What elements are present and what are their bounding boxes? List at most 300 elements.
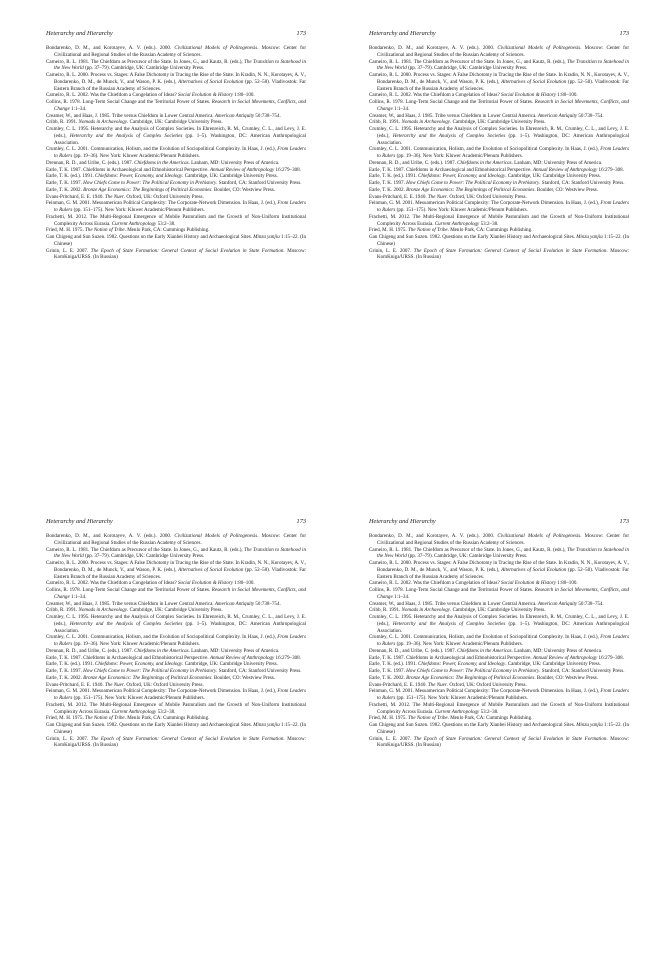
page-copy-top-left: [46, 30, 306, 261]
reference-text: . Stanford, CA: Stanford University Press.: [539, 180, 625, 186]
reference-text: . Boulder, CO: Westview Press.: [211, 674, 276, 681]
page-copy-bottom-right: [369, 518, 629, 749]
reference-title-italic: Research in Social Movements, Conflicts, and Change: [377, 587, 629, 600]
reference-text: 16:279–308.: [274, 166, 301, 173]
reference-title-italic: Minzu yanjiu: [576, 722, 603, 728]
reference-title-italic: Social Evolution & History: [500, 580, 557, 587]
reference-text: Feinman, G. M. 2001. Mesoamerican Political Complexity: The Corporate-Network Dimension. In Haas, J. (ed.),: [46, 688, 278, 695]
reference-text: Evans-Pritchard, E. E. 1940.: [369, 681, 428, 688]
page-number: 173: [619, 30, 629, 37]
reference-entry: [46, 722, 306, 736]
reference-text: Bondarenko, D. M., and Korotayev, A. V. (eds.). 2000.: [369, 533, 498, 539]
reference-text: Earle, T. K. 1997.: [369, 668, 407, 674]
reference-text: . Moscow: KomKniga/URSS. (In Russian): [377, 735, 629, 749]
reference-title-italic: Heterarchy and the Analysis of Complex Societies: [69, 132, 183, 139]
reference-entry: [369, 661, 629, 668]
reference-title-italic: Chiefdoms in the Americas: [134, 647, 189, 654]
reference-title-italic: Annual Review of Anthropology: [532, 654, 598, 661]
reference-text: . Lanham, MD: University Press of America.: [188, 159, 280, 166]
reference-text: . Moscow: Center for Civilizational and Regional Studies of the Russian Academy of Sciences.: [54, 533, 307, 546]
reference-text: Carneiro, R. L. 2000. Process vs. Stages: A False Dichotomy in Tracing the Rise of the State. In Kradin, N. N., Korotayev, A. V., Bondarenko, D. M., de Munck, V., and Wason, P. K. (eds.),: [46, 560, 306, 573]
reference-text: . Moscow: KomKniga/URSS. (In Russian): [54, 247, 306, 261]
reference-text: Carneiro, R. L. 1981. The Chiefdom as Precursor of the State. In Jones, G., and Kautz, R. (eds.),: [369, 58, 568, 65]
reference-text: Earle, T. K. 1987. Chiefdoms in Archaeological and Ethnohistorical Perspective.: [369, 654, 533, 661]
reference-title-italic: Social Evolution & History: [500, 92, 557, 99]
reference-text: (pp. 52–58). Vladivostok: Far Eastern Branch of the Russian Academy of Sciences.: [54, 566, 306, 580]
reference-text: . Lanham, MD: University Press of America.: [511, 159, 603, 166]
reference-entry: [46, 59, 306, 73]
reference-entry: [46, 533, 306, 547]
reference-text: . Cambridge, UK: Cambridge University Press.: [450, 119, 546, 126]
reference-title-italic: Civilizational Models of Politogenesis: [497, 45, 581, 51]
running-header: [46, 30, 306, 38]
reference-title-italic: Chiefdoms: Power, Economy, and Ideology: [418, 661, 506, 668]
reference-text: (pp. 19–36). New York: Kluwer Academic/Plenum Publishers.: [395, 153, 523, 159]
reference-entry: [369, 187, 629, 194]
reference-entry: [369, 227, 629, 234]
reference-text: Gan Chigeng and Sun Suzen. 1982. Questions on the Early Xianbei History and Archaeological Sites.: [369, 234, 577, 240]
reference-text: Carneiro, R. L. 2002. Was the Chiefdom a Congelation of Ideas?: [369, 92, 501, 99]
reference-text: 16:279–308.: [597, 654, 624, 661]
reference-entry: [46, 668, 306, 675]
running-header: [369, 30, 629, 38]
reference-entry: [46, 113, 306, 120]
reference-entry: [46, 45, 306, 59]
reference-title-italic: Nomads in Archaeology: [78, 607, 128, 614]
reference-text: . Moscow: Center for Civilizational and Regional Studies of the Russian Academy of Sciences.: [377, 533, 630, 546]
reference-text: . Cambridge, UK: Cambridge University Press.: [450, 607, 546, 614]
reference-entry: [369, 614, 629, 634]
reference-text: Gan Chigeng and Sun Suzen. 1982. Questions on the Early Xianbei History and Archaeological Sites.: [369, 722, 577, 728]
reference-text: . Stanford, CA: Stanford University Press.: [216, 180, 302, 186]
reference-title-italic: Chiefdoms in the Americas: [134, 159, 189, 166]
reference-text: Crumley, C. L. 1995. Heterarchy and the Analysis of Complex Societies. In Ehrenreich, R. M., Crumley, C. L., and Levy, J. E. (eds.),: [369, 614, 629, 627]
reference-title-italic: From Leaders to Rulers: [377, 688, 629, 701]
reference-text: . Cambridge, UK: Cambridge University Press.: [505, 661, 601, 668]
reference-text: (pp. 37–79). Cambridge, UK: Cambridge University Press.: [406, 553, 528, 560]
reference-entry: [369, 200, 629, 214]
reference-entry: [369, 675, 629, 682]
running-header: [46, 518, 306, 526]
reference-entry: [46, 180, 306, 187]
reference-text: Gan Chigeng and Sun Suzen. 1982. Questions on the Early Xianbei History and Archaeological Sites.: [46, 722, 254, 728]
reference-text: (pp. 52–58). Vladivostok: Far Eastern Branch of the Russian Academy of Sciences.: [377, 78, 629, 92]
reference-text: 50:738–754.: [254, 112, 281, 119]
reference-entry: [369, 607, 629, 614]
reference-entry: [369, 234, 629, 248]
reference-text: (pp. 19–36). New York: Kluwer Academic/Plenum Publishers.: [72, 641, 200, 647]
reference-title-italic: The Epoch of State Formation: General Context of Social Evolution in State Formation: [413, 247, 607, 254]
reference-entry: [46, 580, 306, 587]
reference-text: Earle, T. K. 1987. Chiefdoms in Archaeological and Ethnohistorical Perspective.: [46, 654, 210, 661]
reference-entry: [46, 72, 306, 92]
reference-entry: [46, 234, 306, 248]
reference-text: 1:1–34.: [69, 593, 87, 600]
reference-entry: [46, 119, 306, 126]
reference-text: . Oxford, UK: Oxford University Press.: [446, 193, 527, 200]
reference-entry: [369, 648, 629, 655]
reference-title-italic: Alternatives of Social Evolution: [501, 78, 567, 85]
reference-title-italic: The Nuer: [427, 193, 447, 200]
reference-entry: [46, 547, 306, 561]
reference-text: (pp. 19–36). New York: Kluwer Academic/Plenum Publishers.: [72, 153, 200, 159]
reference-entry: [46, 648, 306, 655]
reference-entry: [369, 722, 629, 736]
reference-text: Earle, T. K. 2002.: [369, 674, 407, 681]
reference-title-italic: How Chiefs Come to Power: The Political Economy in Prehistory: [406, 180, 540, 186]
reference-title-italic: Social Evolution & History: [177, 580, 234, 587]
reference-title-italic: Alternatives of Social Evolution: [178, 566, 244, 573]
reference-text: Carneiro, R. L. 1981. The Chiefdom as Precursor of the State. In Jones, G., and Kautz, R. (eds.),: [46, 58, 245, 65]
reference-text: (pp. 52–58). Vladivostok: Far Eastern Branch of the Russian Academy of Sciences.: [377, 566, 629, 580]
header-title: Heterarchy and Hierarchy: [369, 30, 436, 37]
reference-text: . Boulder, CO: Westview Press.: [534, 674, 599, 681]
reference-text: . Cambridge, UK: Cambridge University Press.: [182, 173, 278, 180]
reference-entry: [46, 715, 306, 722]
reference-text: . Cambridge, UK: Cambridge University Press.: [505, 173, 601, 180]
reference-text: (pp. 1–5). Washington, DC: American Anthropological Association.: [54, 132, 307, 146]
reference-text: 1:1–34.: [69, 105, 87, 112]
page-number: 173: [296, 30, 306, 37]
reference-text: Grinin, L. E. 2007.: [369, 735, 414, 742]
reference-text: . Oxford, UK: Oxford University Press.: [123, 193, 204, 200]
reference-text: Earle, T. K. (ed.). 1991.: [369, 173, 419, 180]
reference-title-italic: Heterarchy and the Analysis of Complex Societies: [69, 620, 183, 627]
reference-text: Earle, T. K. 1997.: [369, 180, 407, 186]
reference-title-italic: The Epoch of State Formation: General Context of Social Evolution in State Formation: [90, 247, 284, 254]
reference-title-italic: Chiefdoms: Power, Economy, and Ideology: [95, 661, 183, 668]
reference-text: Earle, T. K. 2002.: [46, 674, 84, 681]
reference-title-italic: Bronze Age Economics: The Beginnings of Political Economies: [83, 186, 212, 193]
reference-title-italic: From Leaders to Rulers: [377, 200, 629, 213]
header-title: Heterarchy and Hierarchy: [369, 518, 436, 525]
reference-text: Grinin, L. E. 2007.: [46, 247, 91, 254]
reference-entry: [46, 126, 306, 146]
reference-text: Collins, R. 1978. Long-Term Social Change and the Territorial Power of States.: [369, 99, 535, 105]
reference-title-italic: The Epoch of State Formation: General Context of Social Evolution in State Formation: [90, 735, 284, 742]
reference-text: (pp. 52–58). Vladivostok: Far Eastern Branch of the Russian Academy of Sciences.: [54, 78, 306, 92]
reference-text: Crumley, C. L. 1995. Heterarchy and the Analysis of Complex Societies. In Ehrenreich, R. M., Crumley, C. L., and Levy, J. E. (eds.),: [46, 126, 306, 139]
reference-entry: [369, 113, 629, 120]
reference-title-italic: Nomads in Archaeology: [401, 607, 451, 614]
reference-title-italic: Current Anthropology: [111, 220, 157, 227]
reference-text: . Lanham, MD: University Press of America.: [511, 647, 603, 654]
reference-text: Carneiro, R. L. 2002. Was the Chiefdom a Congelation of Ideas?: [46, 580, 178, 587]
reference-text: Earle, T. K. (ed.). 1991.: [46, 661, 96, 668]
reference-text: Cribb, R. 1991.: [46, 607, 79, 614]
reference-text: Carneiro, R. L. 2000. Process vs. Stages: A False Dichotomy in Tracing the Rise of the State. In Kradin, N. N., Korotayev, A. V., Bondarenko, D. M., de Munck, V., and Wason, P. K. (eds.),: [46, 72, 306, 85]
reference-text: . Boulder, CO: Westview Press.: [534, 186, 599, 193]
page-number: 173: [619, 518, 629, 525]
reference-title-italic: Annual Review of Anthropology: [209, 166, 275, 173]
reference-text: Cribb, R. 1991.: [369, 607, 402, 614]
reference-entry: [369, 702, 629, 716]
reference-title-italic: How Chiefs Come to Power: The Political Economy in Prehistory: [406, 668, 540, 674]
reference-title-italic: American Antiquity: [537, 600, 578, 607]
reference-entry: [46, 587, 306, 601]
reference-text: . Stanford, CA: Stanford University Press.: [539, 668, 625, 674]
reference-text: Feinman, G. M. 2001. Mesoamerican Political Complexity: The Corporate-Network Dimension. In Haas, J. (ed.),: [369, 200, 601, 207]
reference-text: Earle, T. K. 1987. Chiefdoms in Archaeological and Ethnohistorical Perspective.: [46, 166, 210, 173]
reference-title-italic: Minzu yanjiu: [253, 722, 280, 728]
reference-text: 1:80–100.: [556, 580, 578, 587]
reference-text: . Menlo Park, CA: Cummings Publishing.: [447, 227, 533, 234]
reference-entry: [46, 560, 306, 580]
reference-title-italic: Chiefdoms in the Americas: [457, 159, 512, 166]
reference-text: . Cambridge, UK: Cambridge University Press.: [182, 661, 278, 668]
reference-text: 53:2–38.: [479, 220, 499, 227]
reference-text: 1:15–22. (In Chinese): [377, 722, 629, 735]
reference-entry: [46, 736, 306, 750]
reference-text: Creamer, W., and Haas, J. 1985. Tribe versus Chiefdom in Lower Central America.: [369, 112, 538, 119]
reference-text: (pp. 1–5). Washington, DC: American Anthropological Association.: [54, 620, 307, 634]
reference-text: Creamer, W., and Haas, J. 1985. Tribe versus Chiefdom in Lower Central America.: [369, 600, 538, 607]
reference-text: Grinin, L. E. 2007.: [369, 247, 414, 254]
reference-entry: [369, 248, 629, 262]
reference-text: . Menlo Park, CA: Cummings Publishing.: [124, 715, 210, 722]
reference-title-italic: The Transition to Statehood in the New World: [54, 546, 306, 560]
reference-title-italic: Bronze Age Economics: The Beginnings of Political Economies: [406, 186, 535, 193]
reference-text: (pp. 37–79). Cambridge, UK: Cambridge University Press.: [83, 65, 205, 72]
reference-text: (pp. 37–79). Cambridge, UK: Cambridge University Press.: [83, 553, 205, 560]
reference-title-italic: Current Anthropology: [111, 708, 157, 715]
reference-text: Feinman, G. M. 2001. Mesoamerican Political Complexity: The Corporate-Network Dimension. In Haas, J. (ed.),: [46, 200, 278, 207]
reference-text: Drennan, R. D., and Uribe, C. (eds.). 1987.: [369, 159, 458, 166]
reference-title-italic: The Nuer: [104, 193, 124, 200]
reference-text: 1:80–100.: [556, 92, 578, 99]
reference-text: Carneiro, R. L. 1981. The Chiefdom as Precursor of the State. In Jones, G., and Kautz, R. (eds.),: [46, 546, 245, 553]
reference-entry: [369, 59, 629, 73]
reference-title-italic: The Transition to Statehood in the New World: [377, 58, 629, 72]
reference-entry: [46, 227, 306, 234]
reference-title-italic: The Epoch of State Formation: General Context of Social Evolution in State Formation: [413, 735, 607, 742]
reference-list: [46, 45, 306, 261]
reference-text: Earle, T. K. 1987. Chiefdoms in Archaeological and Ethnohistorical Perspective.: [369, 166, 533, 173]
reference-entry: [46, 601, 306, 608]
reference-text: 16:279–308.: [597, 166, 624, 173]
reference-entry: [46, 634, 306, 648]
reference-title-italic: Chiefdoms: Power, Economy, and Ideology: [418, 173, 506, 180]
reference-text: Evans-Pritchard, E. E. 1940.: [369, 193, 428, 200]
reference-text: Earle, T. K. (ed.). 1991.: [46, 173, 96, 180]
reference-entry: [46, 248, 306, 262]
reference-entry: [46, 99, 306, 113]
reference-text: Earle, T. K. 1997.: [46, 180, 84, 186]
reference-title-italic: American Antiquity: [214, 600, 255, 607]
reference-text: Bondarenko, D. M., and Korotayev, A. V. (eds.). 2000.: [369, 45, 498, 51]
reference-text: Evans-Pritchard, E. E. 1940.: [46, 681, 105, 688]
reference-text: 50:738–754.: [254, 600, 281, 607]
reference-title-italic: Bronze Age Economics: The Beginnings of Political Economies: [83, 674, 212, 681]
reference-text: Fried, M. H. 1975.: [46, 715, 85, 722]
reference-text: Crumley, C. L. 1995. Heterarchy and the Analysis of Complex Societies. In Ehrenreich, R. M., Crumley, C. L., and Levy, J. E. (eds.),: [46, 614, 306, 627]
reference-text: (pp. 37–79). Cambridge, UK: Cambridge University Press.: [406, 65, 528, 72]
reference-text: Collins, R. 1978. Long-Term Social Change and the Territorial Power of States.: [369, 587, 535, 593]
reference-text: (pp. 151–175). New York: Kluwer Academic/Plenum Publishers.: [395, 695, 528, 701]
reference-text: Drennan, R. D., and Uribe, C. (eds.). 1987.: [369, 647, 458, 654]
reference-title-italic: Minzu yanjiu: [253, 234, 280, 240]
reference-text: Collins, R. 1978. Long-Term Social Change and the Territorial Power of States.: [46, 587, 212, 593]
reference-title-italic: How Chiefs Come to Power: The Political Economy in Prehistory: [83, 668, 217, 674]
reference-text: Frachetti, M. 2012. The Multi-Regional Emergence of Mobile Pastoralism and the Growth of Non-Uniform Institutional Complexity Across Eurasia.: [46, 701, 306, 715]
reference-text: Fried, M. H. 1975.: [369, 227, 408, 234]
reference-title-italic: Heterarchy and the Analysis of Complex Societies: [392, 132, 506, 139]
reference-list: [46, 533, 306, 749]
reference-text: . Lanham, MD: University Press of America.: [188, 647, 280, 654]
reference-title-italic: Research in Social Movements, Conflicts, and Change: [54, 99, 306, 112]
reference-title-italic: From Leaders to Rulers: [54, 634, 306, 647]
header-title: Heterarchy and Hierarchy: [46, 30, 113, 37]
reference-title-italic: From Leaders to Rulers: [377, 146, 629, 159]
reference-title-italic: The Nuer: [427, 681, 447, 688]
reference-title-italic: Bronze Age Economics: The Beginnings of Political Economies: [406, 674, 535, 681]
reference-entry: [46, 146, 306, 160]
reference-text: Bondarenko, D. M., and Korotayev, A. V. (eds.). 2000.: [46, 533, 175, 539]
reference-text: 1:1–34.: [392, 105, 410, 112]
reference-text: Carneiro, R. L. 2000. Process vs. Stages: A False Dichotomy in Tracing the Rise of the State. In Kradin, N. N., Korotayev, A. V., Bondarenko, D. M., de Munck, V., and Wason, P. K. (eds.),: [369, 560, 629, 573]
reference-text: . Moscow: KomKniga/URSS. (In Russian): [377, 247, 629, 261]
reference-entry: [46, 173, 306, 180]
reference-title-italic: Chiefdoms in the Americas: [457, 647, 512, 654]
reference-title-italic: Current Anthropology: [434, 708, 480, 715]
reference-title-italic: Civilizational Models of Politogenesis: [174, 533, 258, 539]
reference-text: Frachetti, M. 2012. The Multi-Regional Emergence of Mobile Pastoralism and the Growth of Non-Uniform Institutional Complexity Across Eurasia.: [369, 213, 629, 227]
reference-text: Cribb, R. 1991.: [369, 119, 402, 126]
reference-text: 50:738–754.: [577, 600, 604, 607]
reference-text: Crumley, C. L. 2001. Communication, Holism, and the Evolution of Sociopolitical Complexity. In Haas, J. (ed.),: [46, 146, 278, 153]
reference-entry: [369, 119, 629, 126]
reference-entry: [369, 160, 629, 167]
page-number: 173: [296, 518, 306, 525]
reference-text: . Cambridge, UK: Cambridge University Press.: [127, 119, 223, 126]
reference-text: Evans-Pritchard, E. E. 1940.: [46, 193, 105, 200]
page-copy-top-right: [369, 30, 629, 261]
reference-entry: [46, 688, 306, 702]
reference-entry: [369, 146, 629, 160]
reference-title-italic: Civilizational Models of Politogenesis: [174, 45, 258, 51]
reference-text: 50:738–754.: [577, 112, 604, 119]
reference-text: Frachetti, M. 2012. The Multi-Regional Emergence of Mobile Pastoralism and the Growth of Non-Uniform Institutional Complexity Across Eurasia.: [46, 213, 306, 227]
reference-title-italic: Annual Review of Anthropology: [209, 654, 275, 661]
reference-text: Crumley, C. L. 2001. Communication, Holism, and the Evolution of Sociopolitical Complexity. In Haas, J. (ed.),: [369, 634, 601, 641]
reference-text: . Menlo Park, CA: Cummings Publishing.: [447, 715, 533, 722]
reference-text: . Oxford, UK: Oxford University Press.: [446, 681, 527, 688]
reference-text: Crumley, C. L. 2001. Communication, Holism, and the Evolution of Sociopolitical Complexity. In Haas, J. (ed.),: [46, 634, 278, 641]
reference-text: Carneiro, R. L. 2000. Process vs. Stages: A False Dichotomy in Tracing the Rise of the State. In Kradin, N. N., Korotayev, A. V., Bondarenko, D. M., de Munck, V., and Wason, P. K. (eds.),: [369, 72, 629, 85]
reference-entry: [369, 99, 629, 113]
reference-text: . Moscow: Center for Civilizational and Regional Studies of the Russian Academy of Sciences.: [54, 45, 307, 58]
reference-title-italic: American Antiquity: [537, 112, 578, 119]
reference-entry: [369, 688, 629, 702]
reference-entry: [369, 126, 629, 146]
reference-entry: [369, 214, 629, 228]
reference-entry: [46, 607, 306, 614]
reference-text: Fried, M. H. 1975.: [46, 227, 85, 234]
reference-title-italic: Alternatives of Social Evolution: [178, 78, 244, 85]
reference-title-italic: Social Evolution & History: [177, 92, 234, 99]
reference-entry: [46, 614, 306, 634]
reference-title-italic: Annual Review of Anthropology: [532, 166, 598, 173]
reference-title-italic: Nomads in Archaeology: [401, 119, 451, 126]
reference-text: 1:80–100.: [233, 92, 255, 99]
reference-title-italic: The Transition to Statehood in the New World: [54, 58, 306, 72]
reference-entry: [369, 634, 629, 648]
reference-text: (pp. 151–175). New York: Kluwer Academic/Plenum Publishers.: [395, 207, 528, 213]
reference-title-italic: Research in Social Movements, Conflicts, and Change: [377, 99, 629, 112]
reference-text: Feinman, G. M. 2001. Mesoamerican Political Complexity: The Corporate-Network Dimension. In Haas, J. (ed.),: [369, 688, 601, 695]
reference-title-italic: Alternatives of Social Evolution: [501, 566, 567, 573]
reference-title-italic: American Antiquity: [214, 112, 255, 119]
reference-text: . Stanford, CA: Stanford University Press.: [216, 668, 302, 674]
reference-text: . Menlo Park, CA: Cummings Publishing.: [124, 227, 210, 234]
reference-text: Earle, T. K. 2002.: [369, 186, 407, 193]
reference-entry: [369, 92, 629, 99]
reference-text: Gan Chigeng and Sun Suzen. 1982. Questions on the Early Xianbei History and Archaeological Sites.: [46, 234, 254, 240]
reference-text: Frachetti, M. 2012. The Multi-Regional Emergence of Mobile Pastoralism and the Growth of Non-Uniform Institutional Complexity Across Eurasia.: [369, 701, 629, 715]
reference-title-italic: The Notion of Tribe: [407, 227, 448, 234]
reference-entry: [46, 92, 306, 99]
reference-text: . Boulder, CO: Westview Press.: [211, 186, 276, 193]
reference-title-italic: Research in Social Movements, Conflicts, and Change: [54, 587, 306, 600]
reference-text: Fried, M. H. 1975.: [369, 715, 408, 722]
reference-entry: [46, 160, 306, 167]
reference-title-italic: How Chiefs Come to Power: The Political Economy in Prehistory: [83, 180, 217, 186]
reference-text: (pp. 151–175). New York: Kluwer Academic/Plenum Publishers.: [72, 695, 205, 701]
reference-list: [369, 533, 629, 749]
reference-text: 53:2–38.: [156, 708, 176, 715]
reference-entry: [369, 173, 629, 180]
reference-entry: [46, 200, 306, 214]
reference-entry: [369, 587, 629, 601]
reference-entry: [369, 715, 629, 722]
reference-text: Earle, T. K. (ed.). 1991.: [369, 661, 419, 668]
reference-text: 53:2–38.: [479, 708, 499, 715]
reference-text: Carneiro, R. L. 2002. Was the Chiefdom a Congelation of Ideas?: [369, 580, 501, 587]
reference-text: Creamer, W., and Haas, J. 1985. Tribe versus Chiefdom in Lower Central America.: [46, 600, 215, 607]
running-header: [369, 518, 629, 526]
reference-text: Collins, R. 1978. Long-Term Social Change and the Territorial Power of States.: [46, 99, 212, 105]
reference-title-italic: Civilizational Models of Politogenesis: [497, 533, 581, 539]
reference-text: 1:15–22. (In Chinese): [54, 722, 306, 735]
reference-text: (pp. 19–36). New York: Kluwer Academic/Plenum Publishers.: [395, 641, 523, 647]
reference-text: Drennan, R. D., and Uribe, C. (eds.). 1987.: [46, 647, 135, 654]
reference-entry: [369, 601, 629, 608]
reference-entry: [46, 187, 306, 194]
reference-text: . Moscow: KomKniga/URSS. (In Russian): [54, 735, 306, 749]
reference-text: 1:15–22. (In Chinese): [377, 234, 629, 247]
reference-entry: [369, 72, 629, 92]
page-copy-bottom-left: [46, 518, 306, 749]
reference-entry: [369, 45, 629, 59]
reference-text: Earle, T. K. 2002.: [46, 186, 84, 193]
reference-text: Earle, T. K. 1997.: [46, 668, 84, 674]
reference-text: . Oxford, UK: Oxford University Press.: [123, 681, 204, 688]
reference-text: Creamer, W., and Haas, J. 1985. Tribe versus Chiefdom in Lower Central America.: [46, 112, 215, 119]
reference-entry: [46, 702, 306, 716]
reference-list: [369, 45, 629, 261]
reference-title-italic: From Leaders to Rulers: [377, 634, 629, 647]
reference-entry: [369, 533, 629, 547]
reference-title-italic: The Notion of Tribe: [84, 227, 125, 234]
reference-entry: [369, 668, 629, 675]
reference-title-italic: From Leaders to Rulers: [54, 146, 306, 159]
reference-text: 1:80–100.: [233, 580, 255, 587]
reference-title-italic: Minzu yanjiu: [576, 234, 603, 240]
reference-text: Crumley, C. L. 2001. Communication, Holism, and the Evolution of Sociopolitical Complexity. In Haas, J. (ed.),: [369, 146, 601, 153]
header-title: Heterarchy and Hierarchy: [46, 518, 113, 525]
reference-title-italic: The Transition to Statehood in the New World: [377, 546, 629, 560]
reference-title-italic: Chiefdoms: Power, Economy, and Ideology: [95, 173, 183, 180]
